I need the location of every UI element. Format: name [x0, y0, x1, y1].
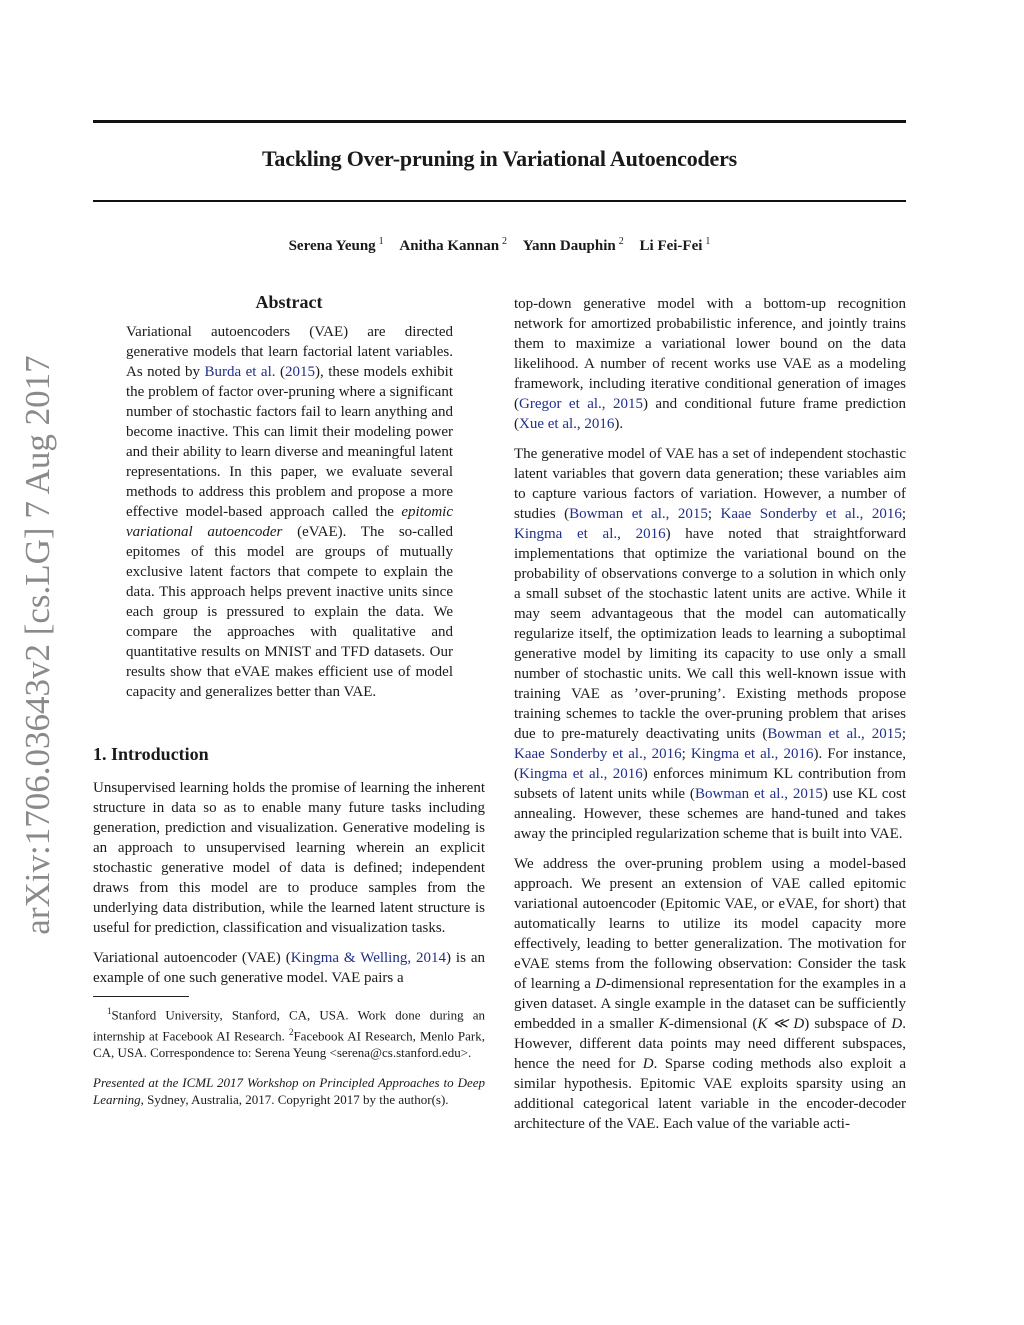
- math-symbol: K: [658, 1016, 669, 1032]
- left-column: [93, 290, 485, 1108]
- citation-link[interactable]: Kaae Sonderby et al., 2016: [514, 746, 682, 762]
- citation-link[interactable]: Kaae Sonderby et al., 2016: [720, 506, 902, 522]
- author: Yann Dauphin $^2$: [522, 236, 624, 254]
- intro-paragraph-2-start: Variational autoencoder (VAE) (Kingma & Welling, 2014) is an example of one such generative model. VAE pairs a: [93, 950, 485, 986]
- citation-link[interactable]: Burda et al.: [204, 364, 276, 380]
- citation-link[interactable]: Xue et al., 2016: [519, 416, 615, 432]
- footnote-affiliations: $^1$Stanford University, Stanford, CA, USA. Work done during an internship at Facebook AI Research. $^2$Facebook AI Research, Menlo Park, CA, USA. Correspondence to: Serena Yeung <serena@cs.stanford.edu>.: [93, 1006, 485, 1060]
- affiliation-mark: 1: [705, 236, 711, 247]
- citation-link[interactable]: Gregor et al., 2015: [519, 396, 643, 412]
- paper-title: Tackling Over-pruning in Variational Autoencoders: [261, 146, 738, 171]
- arxiv-stamp: arXiv:1706.03643v2 [cs.LG] 7 Aug 2017: [18, 355, 57, 935]
- intro-paragraph-3: The generative model of VAE has a set of independent stochastic latent variables that govern data generation; these variables aim to capture various factors of variation. However, a number of studies (Bowman et al., 2015; Kaae Sonderby et al., 2016; Kingma et al., 2016) have noted that straightforward implementations that optimize the variational bound on the probability of observations converge to a solution in which only a small subset of the stochastic latent units are active. While it may seem advantageous that the model can automatically regularize itself, the optimization leads to learning a suboptimal generative model by limiting its capacity to use only a small number of stochastic units. We call this well-known issue with training VAE as ’over-pruning’. Existing methods propose training schemes to tackle the over-pruning problem that arises due to pre-maturely deactivating units (Bowman et al., 2015; Kaae Sonderby et al., 2016; Kingma et al., 2016). For instance, (Kingma et al., 2016) enforces minimum KL contribution from subsets of latent units while (Bowman et al., 2015) use KL cost annealing. However, these schemes are hand-tuned and takes away the principled regularization scheme that is built into VAE.: [514, 446, 907, 842]
- math-expression: K ≪ D: [757, 1016, 805, 1032]
- citation-link[interactable]: Bowman et al., 2015: [694, 786, 823, 802]
- emphasized-term: epitomic variational autoencoder: [126, 504, 453, 540]
- citation-year-link[interactable]: 2015: [284, 364, 315, 380]
- venue-note: Presented at the ICML 2017 Workshop on Principled Approaches to Deep Learning, Sydney, Australia, 2017. Copyright 2017 by the author(s).: [93, 1075, 485, 1107]
- author: Anitha Kannan $^2$: [399, 236, 508, 254]
- intro-paragraph-1: Unsupervised learning holds the promise of learning the inherent structure in data so as to enable many future tasks including generation, prediction and visualization. Generative modeling is an approach to unsupervised learning wherein an explicit stochastic generative model of data is defined; independent draws from this model are to produce samples from the underlying data distribution, while the learned latent structure is useful for prediction, classification and visualization tasks.: [93, 780, 485, 936]
- citation-link[interactable]: Kingma et al., 2016: [519, 766, 643, 782]
- right-column: [514, 294, 906, 1144]
- author-list: [93, 236, 906, 255]
- title-rule-top: [93, 120, 906, 123]
- affiliation-mark: 2: [618, 236, 624, 247]
- math-symbol: D: [642, 1056, 654, 1072]
- citation-link[interactable]: Kingma et al., 2016: [514, 526, 666, 542]
- citation-link[interactable]: Bowman et al., 2015: [767, 726, 902, 742]
- abstract-heading: Abstract: [255, 292, 323, 312]
- footnote-divider: [93, 996, 189, 997]
- paragraph-text: top-down generative model with a bottom-up recognition network for amortized probabilistic inference, and jointly trains them to maximize a variational lower bound on the data likelihood. A number of recent works use VAE as a modeling framework, including iterative conditional generation of images (: [514, 296, 906, 412]
- section-heading-introduction: 1. Introduction: [93, 744, 209, 764]
- citation-link[interactable]: Kingma et al., 2016: [690, 746, 814, 762]
- math-symbol: D: [595, 976, 607, 992]
- affiliation-mark: 1: [378, 236, 384, 247]
- author: Serena Yeung $^1$: [288, 236, 384, 254]
- citation-link[interactable]: Bowman et al., 2015: [569, 506, 708, 522]
- paragraph-text: ) is an example of one such generative model. VAE pairs a: [93, 950, 485, 986]
- title-rule-bottom: [93, 200, 906, 202]
- author: Li Fei-Fei $^1$: [639, 236, 711, 254]
- math-symbol: D: [891, 1016, 903, 1032]
- citation-link[interactable]: Kingma & Welling, 2014: [290, 950, 447, 966]
- intro-paragraph-4: We address the over-pruning problem using a model-based approach. We present an extension of VAE called epitomic variational autoencoder (Epitomic VAE, or eVAE, for short) that automatically learns to utilize its model capacity more effectively, leading to better generalization. The motivation for eVAE stems from the following observation: Consider the task of learning a D-dimensional representation for the examples in a given dataset. A single example in the dataset can be sufficiently embedded in a smaller K-dimensional (K ≪ D) subspace of D. However, different data points may need different subspaces, hence the need for D. Sparse coding methods also exploit a similar hypothesis. Epitomic VAE exploits sparsity using an additional categorical latent variable in the encoder-decoder architecture of the VAE. Each value of the variable acti-: [514, 856, 906, 1132]
- intro-paragraph-2-cont: top-down generative model with a bottom-up recognition network for amortized probabilistic inference, and jointly trains them to maximize a variational lower bound on the data likelihood. A number of recent works use VAE as a modeling framework, including iterative conditional generation of images (Gregor et al., 2015) and conditional future frame prediction (Xue et al., 2016).: [514, 296, 906, 432]
- abstract-text: Variational autoencoders (VAE) are directed generative models that learn factorial latent variables. As noted by Burda et al. (2015), these models exhibit the problem of factor over-pruning where a significant number of stochastic factors fail to learn anything and become inactive. This can limit their modeling power and their ability to learn diverse and meaningful latent representations. In this paper, we evaluate several methods to address this problem and propose a more effective model-based approach called the epitomic variational autoencoder (eVAE). The so-called epitomes of this model are groups of mutually exclusive latent factors that compete to explain the data. This approach helps prevent inactive units since each group is pressured to explain the data. We compare the approaches with qualitative and quantitative results on MNIST and TFD datasets. Our results show that eVAE makes efficient use of model capacity and generalizes better than VAE.: [126, 324, 453, 700]
- affiliation-mark: 2: [502, 236, 508, 247]
